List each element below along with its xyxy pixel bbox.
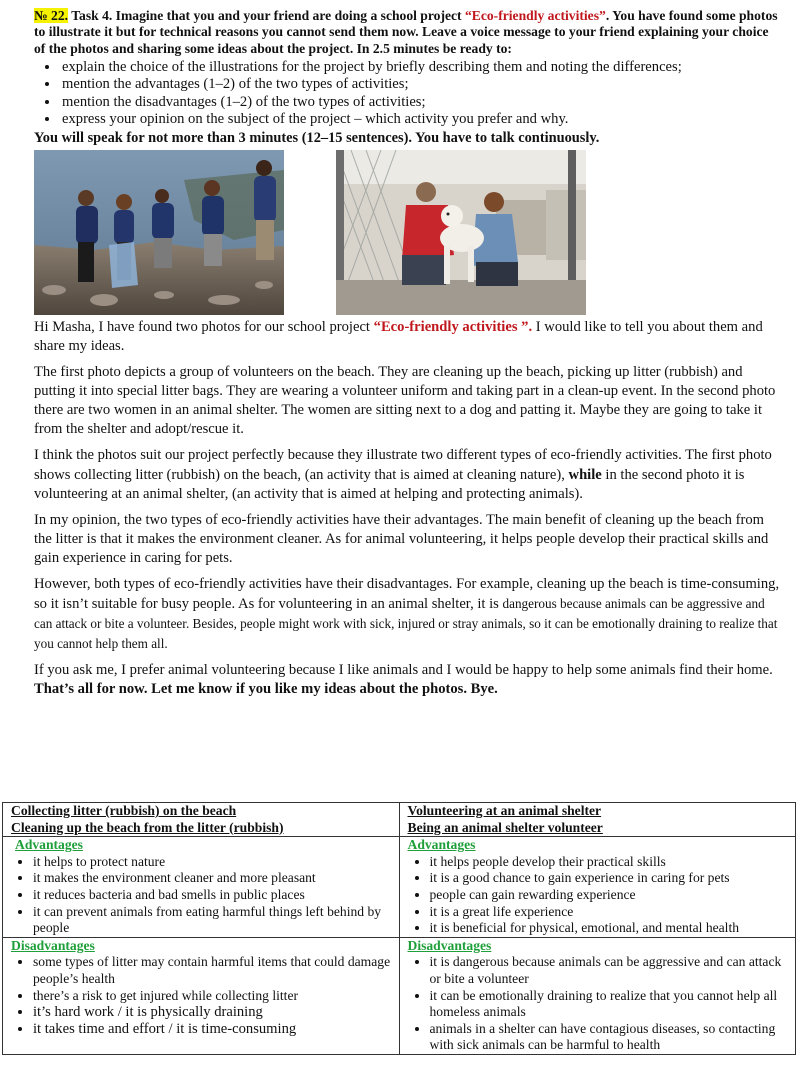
list-item: • it helps people develop their practical skills: [430, 854, 790, 871]
left-advantages-cell: [3, 837, 400, 938]
sample-answer: [34, 318, 782, 700]
disadvantages-label: Disadvantages: [407, 937, 492, 953]
requirement-item: • mention the advantages (1–2) of the two types of activities;: [60, 76, 782, 94]
disadvantages-list: [11, 954, 393, 1037]
disadvantages-label: Disadvantages: [11, 937, 95, 953]
advantages-list: [11, 854, 393, 937]
task-intro: Task 4. Imagine that you and your friend are doing a school project: [68, 8, 465, 23]
answer-paragraph: [34, 661, 782, 699]
list-item: • there’s a risk to get injured while collecting litter: [33, 988, 393, 1005]
comparison-table: [2, 802, 796, 1055]
answer-paragraph: The first photo depicts a group of volunteers on the beach. They are cleaning up the beach, picking up litter (rubbish) and putting it into special litter bags. They are wearing a volunteer uniform and taking part in a clean-up event. In the second photo there are two women in an animal shelter. The women are sitting next to a dog and patting it. Maybe they are going to take it from the shelter and adopt/rescue it.: [34, 364, 776, 438]
advantages-label: Advantages: [407, 837, 476, 853]
list-item: • it is beneficial for physical, emotional, and mental health: [430, 920, 790, 937]
photos-row: [34, 150, 782, 315]
right-disadvantages-cell: [399, 937, 796, 1054]
task-instructions: . You have found some photos to illustrate it but for technical reasons you cannot send them now. Leave a voice message to your friend explaining your choice of the photos and sharing some ideas about the project. In 2.5 minutes be ready to:: [34, 8, 778, 56]
disadvantages-list: [408, 954, 790, 1054]
answer-text: If you ask me, I prefer animal volunteering because I like animals and I would be happy to help some animals find their home.: [34, 662, 773, 679]
answer-paragraph: In my opinion, the two types of eco-friendly activities have their advantages. The main benefit of cleaning up the beach from the litter is that it makes the environment cleaner. As for animal volunteering, it helps people develop their practical skills and gain experience in caring for pets.: [34, 511, 769, 566]
project-name: “Eco-friendly activities ”.: [373, 318, 533, 335]
answer-emphasis: while: [568, 466, 602, 483]
answer-text: in the second photo it is volunteering at an animal shelter, (an activity that is aimed at helping and protecting animals).: [34, 466, 745, 502]
left-column-header: [3, 803, 400, 837]
list-item: • it takes time and effort / it is time-consuming: [33, 1021, 393, 1038]
column-title: Volunteering at an animal shelter: [407, 803, 602, 818]
answer-paragraph: [34, 318, 782, 356]
column-title: Being an animal shelter volunteer: [407, 819, 603, 835]
requirement-item: • express your opinion on the subject of the project – which activity you prefer and why.: [60, 111, 782, 129]
advantages-list: [408, 854, 790, 937]
project-name: “Eco-friendly activities”: [464, 8, 606, 23]
list-item: • it makes the environment cleaner and more pleasant: [33, 870, 393, 887]
answer-paragraph: [34, 446, 782, 503]
task-number: № 22.: [34, 8, 69, 23]
list-item: • it’s hard work / it is physically draining: [33, 1004, 393, 1021]
column-title: Collecting litter (rubbish) on the beach: [11, 803, 237, 818]
list-item: • it can prevent animals from eating harmful things left behind by people: [33, 904, 393, 937]
list-item: • it helps to protect nature: [33, 854, 393, 871]
task-heading: [34, 8, 782, 57]
answer-text: I think the photos suit our project perfectly because they illustrate two different types of eco-friendly activities. The first photo shows collecting litter (rubbish) on the beach, (an activity that is aimed at cleaning nature),: [34, 447, 772, 483]
answer-paragraph: [34, 575, 782, 654]
list-item: • it is a great life experience: [430, 904, 790, 921]
answer-text: I would like to tell you about them and share my ideas.: [34, 318, 763, 354]
list-item: • it is dangerous because animals can be aggressive and can attack or bite a volunteer: [430, 954, 790, 987]
column-title: Cleaning up the beach from the litter (rubbish): [11, 819, 284, 835]
beach-cleanup-photo: [34, 150, 284, 315]
animal-shelter-photo: [336, 150, 586, 315]
answer-text: dangerous because animals can be aggressive and can attack or bite a volunteer. Besides, people might work with sick, injured or stray animals, so it can be emotionally draining to realize that you cannot help them all.: [34, 596, 778, 652]
list-item: • it can be emotionally draining to realize that you cannot help all homeless animals: [430, 988, 790, 1021]
speaking-note: You will speak for not more than 3 minutes (12–15 sentences). You have to talk continuously.: [34, 129, 600, 146]
list-item: • people can gain rewarding experience: [430, 887, 790, 904]
left-disadvantages-cell: [3, 937, 400, 1054]
list-item: • animals in a shelter can have contagious diseases, so contacting with sick animals can be harmful to health: [430, 1021, 790, 1054]
right-column-header: [399, 803, 796, 837]
requirements-list: [34, 59, 782, 129]
right-advantages-cell: [399, 837, 796, 938]
list-item: • it reduces bacteria and bad smells in public places: [33, 887, 393, 904]
advantages-label: Advantages: [15, 837, 83, 853]
answer-text: However, both types of eco-friendly activities have their disadvantages. For example, cleaning up the beach is time-consuming, so it isn’t suitable for busy people. As for volunteering in an animal shelter, it is: [34, 576, 780, 613]
answer-text: Hi Masha, I have found two photos for our school project: [34, 318, 374, 335]
requirement-item: • explain the choice of the illustrations for the project by briefly describing them and noting the differences;: [60, 59, 782, 77]
list-item: • it is a good chance to gain experience in caring for pets: [430, 870, 790, 887]
requirement-item: • mention the disadvantages (1–2) of the two types of activities;: [60, 94, 782, 112]
answer-emphasis: That’s all for now. Let me know if you like my ideas about the photos. Bye.: [34, 681, 498, 698]
list-item: • some types of litter may contain harmful items that could damage people’s health: [33, 954, 393, 987]
